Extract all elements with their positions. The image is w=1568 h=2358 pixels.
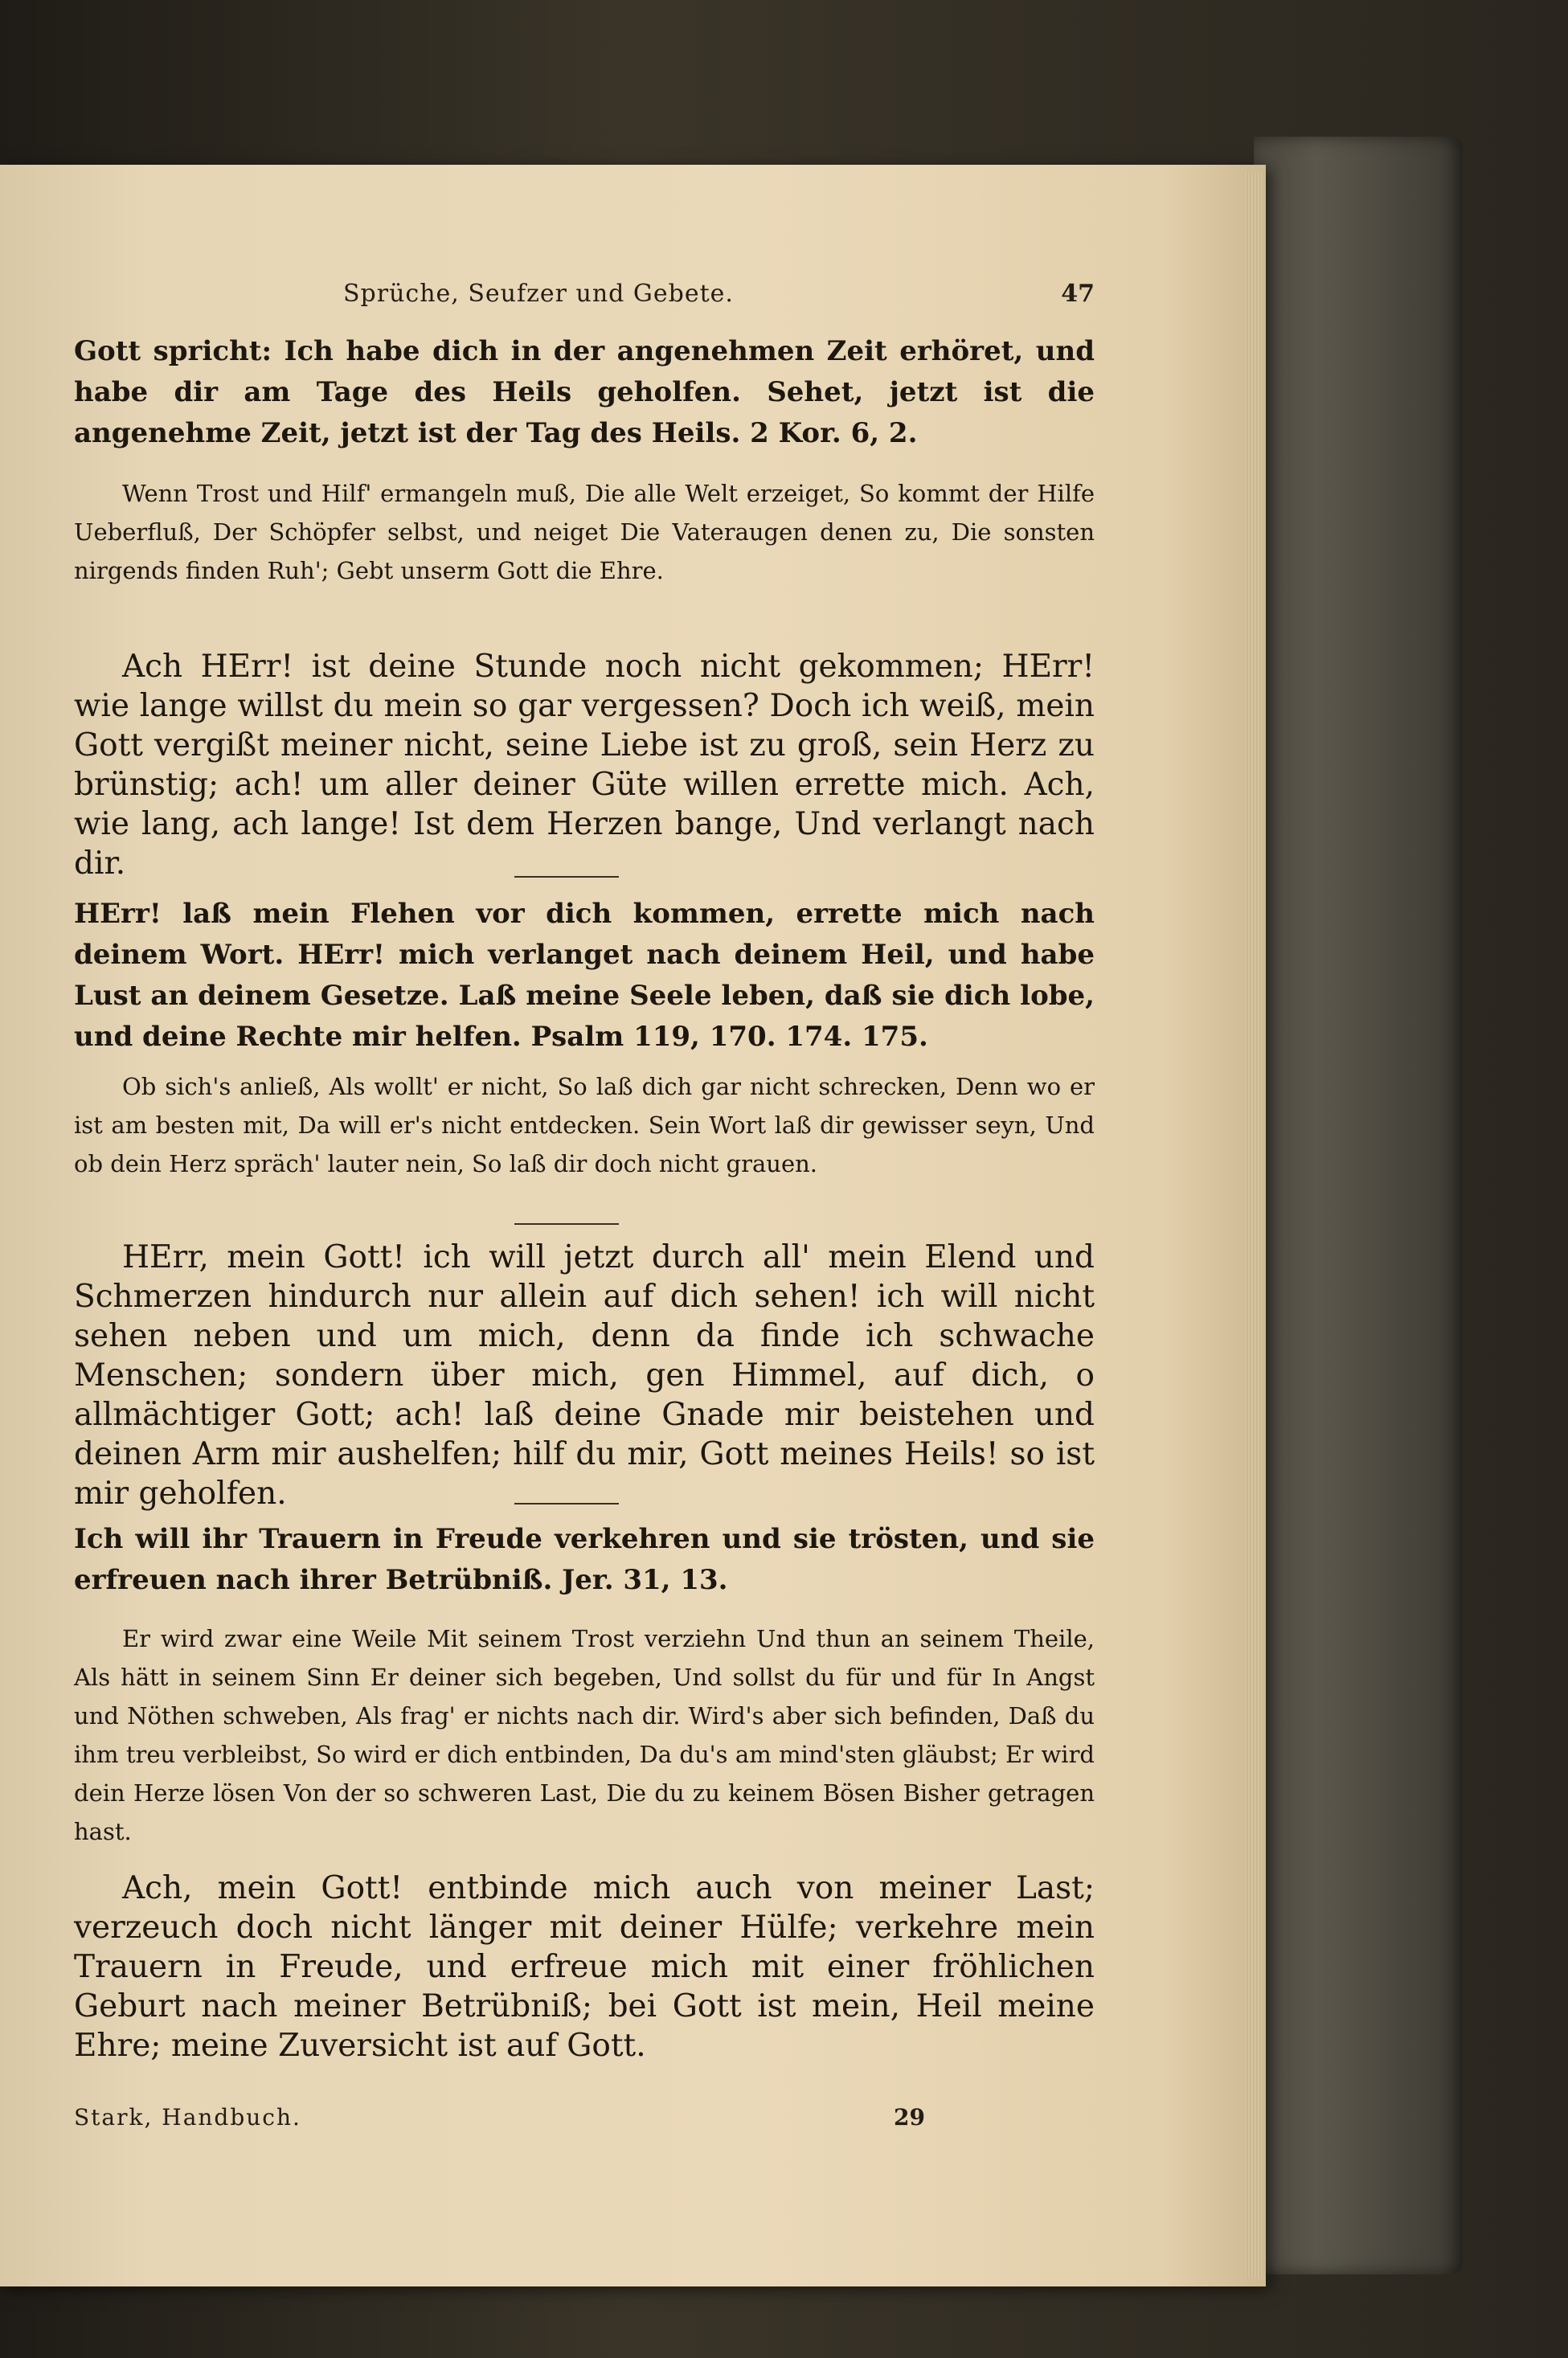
footer-sheet-number: 29 — [894, 2104, 925, 2131]
prayer-block — [74, 1869, 1095, 2065]
hymn-block — [74, 474, 1095, 590]
book-cover — [1254, 137, 1463, 2274]
hymn-stanza-3: Er wird zwar eine Weile Mit seinem Trost verziehn Und thun an seinem Theile, Als hätt in seinem Sinn Er deiner sich begeben, Und sollst du für und für In Angst und Nöthen schweben, Als frag' er nichts nach dir. Wird's aber sich befinden, Daß du ihm treu verbleibst, So wird er dich entbinden, Da du's am mind'sten gläubst; Er wird dein Herze lösen Von der so schweren Last, Die du zu keinem Bösen Bisher getragen hast. — [74, 1625, 1095, 1845]
prayer-block — [74, 1238, 1095, 1513]
section-rule — [514, 876, 619, 878]
hymn-block — [74, 1067, 1095, 1183]
page-number: 47 — [1061, 280, 1095, 308]
verse-2-kor: Gott spricht: Ich habe dich in der angenehmen Zeit erhöret, und habe dir am Tage des Heils geholfen. Sehet, jetzt ist die angenehme Zeit, jetzt ist der Tag des Heils. 2 Kor. 6, 2. — [74, 335, 1095, 449]
verse-block — [74, 1519, 1095, 1601]
running-title: Sprüche, Seufzer und Gebete. — [343, 280, 734, 308]
verse-block — [74, 331, 1095, 454]
running-head — [74, 280, 1095, 318]
prayer-2: HErr, mein Gott! ich will jetzt durch all' mein Elend und Schmerzen hindurch nur allein auf dich sehen! ich will nicht sehen neben und um mich, denn da finde ich schwache Menschen; sondern über mich, gen Himmel, auf dich, o allmächtiger Gott; ach! laß deine Gnade mir beistehen und deinen Arm mir aushelfen; hilf du mir, Gott meines Heils! so ist mir geholfen. — [74, 1239, 1095, 1512]
section-rule — [514, 1223, 619, 1225]
page-edge — [1244, 173, 1262, 2278]
hymn-stanza-1: Wenn Trost und Hilf' ermangeln muß, Die alle Welt erzeiget, So kommt der Hilfe Ueberfluß, Der Schöpfer selbst, und neiget Die Vateraugen denen zu, Die sonsten nirgends finden Ruh'; Gebt unserm Gott die Ehre. — [74, 480, 1095, 584]
hymn-block — [74, 1619, 1095, 1851]
footer-signature: Stark, Handbuch. — [74, 2104, 301, 2131]
page-footer — [74, 2104, 1095, 2136]
prayer-1: Ach HErr! ist deine Stunde noch nicht gekommen; HErr! wie lange willst du mein so gar vergessen? Doch ich weiß, mein Gott vergißt meiner nicht, seine Liebe ist zu groß, sein Herz zu brünstig; ach! um aller deiner Güte willen errette mich. Ach, wie lang, ach lange! Ist dem Herzen bange, Und verlangt nach dir. — [74, 649, 1095, 882]
prayer-3: Ach, mein Gott! entbinde mich auch von meiner Last; verzeuch doch nicht länger mit deiner Hülfe; verkehre mein Trauern in Freude, und erfreue mich mit einer fröhlichen Geburt nach meiner Betrübniß; bei Gott ist mein, Heil meine Ehre; meine Zuversicht ist auf Gott. — [74, 1870, 1095, 2064]
prayer-block — [74, 647, 1095, 883]
verse-jer-31: Ich will ihr Trauern in Freude verkehren und sie trösten, und sie erfreuen nach ihrer Betrübniß. Jer. 31, 13. — [74, 1523, 1095, 1596]
section-rule — [514, 1503, 619, 1504]
verse-block — [74, 894, 1095, 1058]
verse-psalm-119: HErr! laß mein Flehen vor dich kommen, errette mich nach deinem Wort. HErr! mich verlanget nach deinem Heil, und habe Lust an deinem Gesetze. Laß meine Seele leben, daß sie dich lobe, und deine Rechte mir helfen. Psalm 119, 170. 174. 175. — [74, 898, 1095, 1053]
hymn-stanza-2: Ob sich's anließ, Als wollt' er nicht, So laß dich gar nicht schrecken, Denn wo er ist am besten mit, Da will er's nicht entdecken. Sein Wort laß dir gewisser seyn, Und ob dein Herz spräch' lauter nein, So laß dir doch nicht grauen. — [74, 1073, 1095, 1177]
